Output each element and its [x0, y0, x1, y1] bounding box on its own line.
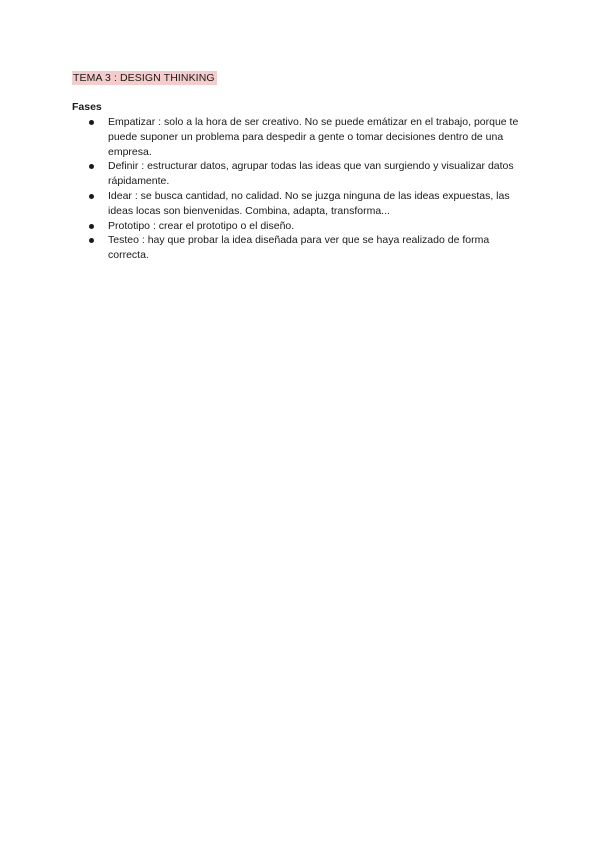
bullet-icon	[89, 224, 94, 229]
document-title: TEMA 3 : DESIGN THINKING	[73, 72, 215, 84]
list-item-text: Empatizar : solo a la hora de ser creativo. No se puede emátizar en el trabajo, porque te puede suponer un problema para despedir a gente o tomar decisiones dentro de una empresa.	[108, 116, 519, 158]
section-heading: Fases	[72, 101, 102, 113]
bullet-icon	[89, 194, 94, 199]
phases-list	[72, 115, 528, 263]
list-item	[72, 189, 528, 219]
list-item	[72, 233, 528, 263]
list-item-text: Definir : estructurar datos, agrupar todas las ideas que van surgiendo y visualizar datos rápidamente.	[108, 160, 514, 188]
list-item	[72, 219, 528, 234]
bullet-icon	[89, 238, 94, 243]
list-item-text: Prototipo : crear el prototipo o el diseño.	[108, 219, 295, 232]
list-item-text: Testeo : hay que probar la idea diseñada para ver que se haya realizado de forma correcta.	[108, 234, 490, 262]
list-item	[72, 115, 528, 159]
list-item	[72, 159, 528, 189]
list-item-text: Idear : se busca cantidad, no calidad. No se juzga ninguna de las ideas expuestas, las ideas locas son bienvenidas. Combina, adapta, transforma...	[108, 189, 510, 217]
bullet-icon	[89, 164, 94, 169]
bullet-icon	[89, 120, 94, 125]
